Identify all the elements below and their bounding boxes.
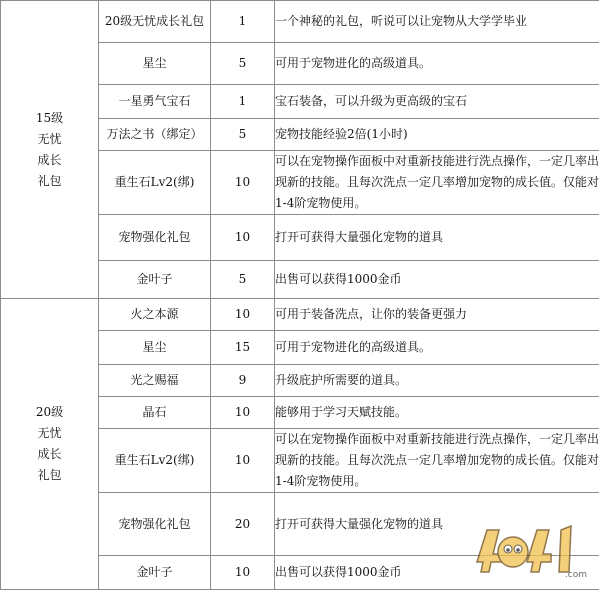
item-name: 金叶子 <box>99 556 211 590</box>
pack-name-cell <box>1 299 99 590</box>
pack-name-line: 20级 <box>35 405 64 419</box>
watermark-domain: .com <box>564 570 587 580</box>
item-quantity: 5 <box>211 119 275 151</box>
pack-name-line: 礼包 <box>37 173 62 188</box>
item-description: 可用于宠物进化的高级道具。 <box>275 331 599 365</box>
item-quantity: 1 <box>211 1 275 43</box>
item-description: 宠物技能经验2倍(1小时) <box>275 119 599 151</box>
item-quantity: 5 <box>211 43 275 85</box>
item-description: 宝石装备，可以升级为更高级的宝石 <box>275 85 599 119</box>
item-description: 能够用于学习天赋技能。 <box>275 397 599 429</box>
item-quantity: 9 <box>211 365 275 397</box>
item-name: 火之本源 <box>99 299 211 331</box>
item-name: 一星勇气宝石 <box>99 85 211 119</box>
item-description: 打开可获得大量强化宠物的道具 <box>275 215 599 261</box>
item-name: 宠物强化礼包 <box>99 215 211 261</box>
item-name: 重生石Lv2(绑) <box>99 151 211 215</box>
item-quantity: 5 <box>211 261 275 299</box>
item-quantity: 15 <box>211 331 275 365</box>
item-description: 可用于装备洗点，让你的装备更强力 <box>275 299 599 331</box>
item-description: 可以在宠物操作面板中对重新技能进行洗点操作，一定几率出现新的技能。且每次洗点一定几率增加宠物的成长值。仅能对1-4阶宠物使用。 <box>275 151 599 215</box>
item-name: 金叶子 <box>99 261 211 299</box>
item-quantity: 10 <box>211 556 275 590</box>
item-name: 光之赐福 <box>99 365 211 397</box>
table-row <box>1 1 599 43</box>
pack-name-line: 成长 <box>37 152 62 167</box>
table-row <box>1 299 599 331</box>
item-quantity: 10 <box>211 299 275 331</box>
item-name: 晶石 <box>99 397 211 429</box>
pack-name-line: 无忧 <box>37 131 62 146</box>
item-name: 重生石Lv2(绑) <box>99 429 211 493</box>
item-description: 一个神秘的礼包，听说可以让宠物从大学学毕业 <box>275 1 599 43</box>
item-description: 打开可获得大量强化宠物的道具 <box>275 493 599 556</box>
item-quantity: 10 <box>211 151 275 215</box>
item-description: 可以在宠物操作面板中对重新技能进行洗点操作，一定几率出现新的技能。且每次洗点一定几率增加宠物的成长值。仅能对1-4阶宠物使用。 <box>275 429 599 493</box>
pack-name-line: 成长 <box>37 447 62 461</box>
item-quantity: 10 <box>211 429 275 493</box>
pack-name-cell <box>1 1 99 299</box>
item-description: 出售可以获得1000金币 <box>275 261 599 299</box>
item-quantity: 10 <box>211 397 275 429</box>
pack-name-line: 无忧 <box>37 426 62 440</box>
pack-name-line: 15级 <box>35 110 64 125</box>
item-name: 20级无忧成长礼包 <box>99 1 211 43</box>
item-name: 星尘 <box>99 43 211 85</box>
item-description: 可用于宠物进化的高级道具。 <box>275 43 599 85</box>
item-quantity: 20 <box>211 493 275 556</box>
item-name: 宠物强化礼包 <box>99 493 211 556</box>
item-description: 升级庇护所需要的道具。 <box>275 365 599 397</box>
pack-name-line: 礼包 <box>37 468 62 482</box>
item-description: 出售可以获得1000金币 <box>275 556 599 590</box>
item-quantity: 1 <box>211 85 275 119</box>
item-name: 星尘 <box>99 331 211 365</box>
item-quantity: 10 <box>211 215 275 261</box>
item-name: 万法之书（绑定） <box>99 119 211 151</box>
